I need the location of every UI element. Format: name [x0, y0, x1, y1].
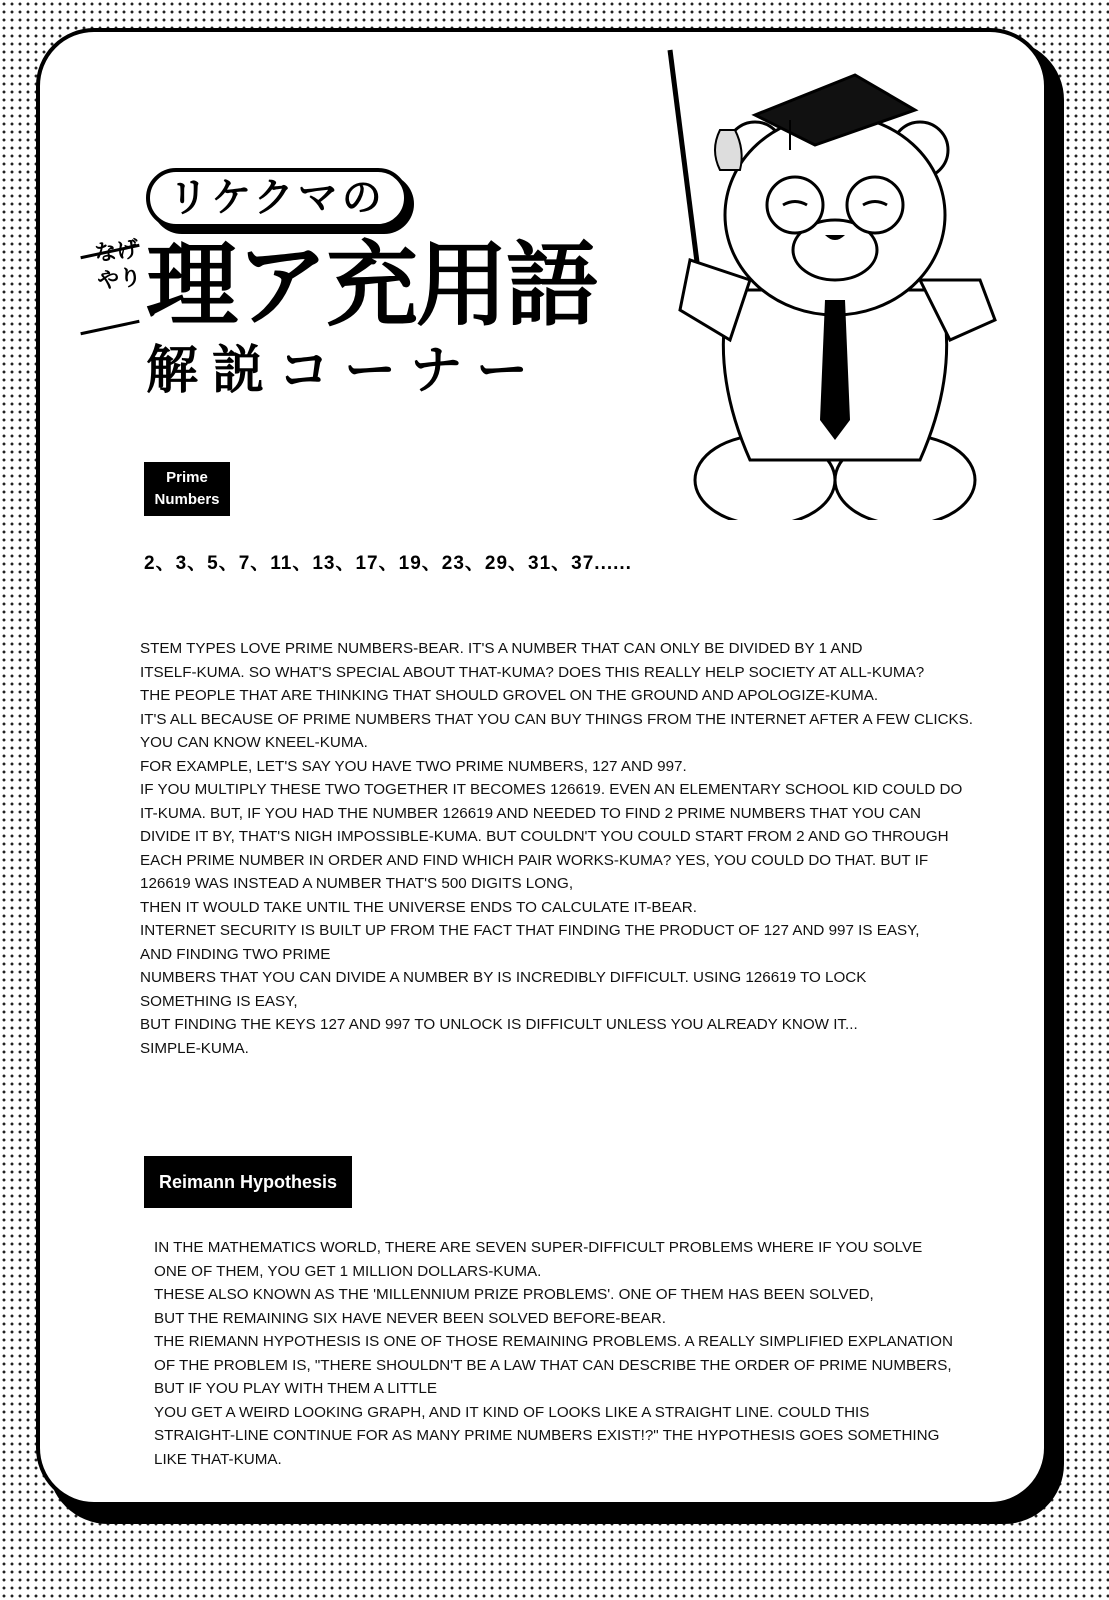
- prime-sequence: 2、3、5、7、11、13、17、19、23、29、31、37......: [144, 553, 632, 574]
- text-line: YOU GET A WEIRD LOOKING GRAPH, AND IT KIND OF LOOKS LIKE A STRAIGHT LINE. COULD THIS: [154, 1403, 870, 1421]
- nageyari-line-2: やり: [96, 264, 143, 294]
- tag-line: Prime: [166, 469, 208, 486]
- text-line: AND FINDING TWO PRIME: [140, 945, 331, 963]
- text-line: THE PEOPLE THAT ARE THINKING THAT SHOULD GROVEL ON THE GROUND AND APOLOGIZE-KUMA.: [140, 687, 879, 704]
- page-title: 理ア充用語: [146, 235, 597, 337]
- text-line: SIMPLE-KUMA.: [140, 1039, 249, 1057]
- riemann-explanation: [154, 1236, 953, 1471]
- text-line: IT-KUMA. BUT, IF YOU HAD THE NUMBER 126619 AND NEEDED TO FIND 2 PRIME NUMBERS THAT YOU CAN: [140, 804, 921, 822]
- nageyari-line-1: なげ: [93, 236, 140, 266]
- nageyari-label: [81, 235, 143, 297]
- text-line: BUT THE REMAINING SIX HAVE NEVER BEEN SOLVED BEFORE-BEAR.: [154, 1309, 666, 1327]
- text-line: ONE OF THEM, YOU GET 1 MILLION DOLLARS-KUMA.: [154, 1262, 542, 1280]
- text-line: INTERNET SECURITY IS BUILT UP FROM THE FACT THAT FINDING THE PRODUCT OF 127 AND 997 IS EASY,: [140, 922, 920, 939]
- text-line: IN THE MATHEMATICS WORLD, THERE ARE SEVEN SUPER-DIFFICULT PROBLEMS WHERE IF YOU SOLVE: [154, 1239, 923, 1256]
- text-line: NUMBERS THAT YOU CAN DIVIDE A NUMBER BY IS INCREDIBLY DIFFICULT. USING 126619 TO LOCK: [140, 969, 867, 986]
- text-line: EACH PRIME NUMBER IN ORDER AND FIND WHICH PAIR WORKS-KUMA? YES, YOU COULD DO THAT. BUT IF: [140, 851, 929, 869]
- text-line: 126619 WAS INSTEAD A NUMBER THAT'S 500 DIGITS LONG,: [140, 875, 574, 892]
- tag-line: Numbers: [154, 491, 220, 508]
- text-line: IT'S ALL BECAUSE OF PRIME NUMBERS THAT YOU CAN BUY THINGS FROM THE INTERNET AFTER A FEW CLICKS.: [140, 710, 974, 728]
- section-tag-riemann: Reimann Hypothesis: [144, 1156, 352, 1208]
- text-line: IF YOU MULTIPLY THESE TWO TOGETHER IT BECOMES 126619. EVEN AN ELEMENTARY SCHOOL KID COULD DO: [140, 781, 963, 798]
- text-line: SOMETHING IS EASY,: [140, 992, 298, 1010]
- text-line: STEM TYPES LOVE PRIME NUMBERS-BEAR. IT'S A NUMBER THAT CAN ONLY BE DIVIDED BY 1 AND: [140, 640, 863, 657]
- page-subtitle: 解説コーナー: [146, 342, 543, 400]
- text-line: ITSELF-KUMA. SO WHAT'S SPECIAL ABOUT THAT-KUMA? DOES THIS REALLY HELP SOCIETY AT ALL-KUMA?: [140, 663, 925, 681]
- text-line: LIKE THAT-KUMA.: [154, 1450, 282, 1468]
- section-tag-prime-numbers: [144, 462, 230, 516]
- text-line: BUT FINDING THE KEYS 127 AND 997 TO UNLOCK IS DIFFICULT UNLESS YOU ALREADY KNOW IT...: [140, 1016, 858, 1033]
- title-bubble: リケクマの: [146, 168, 408, 228]
- prime-numbers-explanation: [140, 637, 973, 1060]
- text-line: THESE ALSO KNOWN AS THE 'MILLENNIUM PRIZE PROBLEMS'. ONE OF THEM HAS BEEN SOLVED,: [154, 1286, 874, 1303]
- text-line: YOU CAN KNOW KNEEL-KUMA.: [140, 734, 368, 751]
- text-line: THEN IT WOULD TAKE UNTIL THE UNIVERSE ENDS TO CALCULATE IT-BEAR.: [140, 898, 697, 916]
- text-line: OF THE PROBLEM IS, "THERE SHOULDN'T BE A LAW THAT CAN DESCRIBE THE ORDER OF PRIME NUMBERS,: [154, 1356, 952, 1374]
- professor-bear-illustration: [650, 40, 1020, 520]
- text-line: DIVIDE IT BY, THAT'S NIGH IMPOSSIBLE-KUMA. BUT COULDN'T YOU COULD START FROM 2 AND GO THROUGH: [140, 828, 949, 845]
- text-line: BUT IF YOU PLAY WITH THEM A LITTLE: [154, 1380, 438, 1397]
- text-line: FOR EXAMPLE, LET'S SAY YOU HAVE TWO PRIME NUMBERS, 127 AND 997.: [140, 757, 687, 775]
- text-line: STRAIGHT-LINE CONTINUE FOR AS MANY PRIME NUMBERS EXIST!?" THE HYPOTHESIS GOES SOMETHING: [154, 1427, 940, 1444]
- text-line: THE RIEMANN HYPOTHESIS IS ONE OF THOSE REMAINING PROBLEMS. A REALLY SIMPLIFIED EXPLANATION: [154, 1333, 953, 1350]
